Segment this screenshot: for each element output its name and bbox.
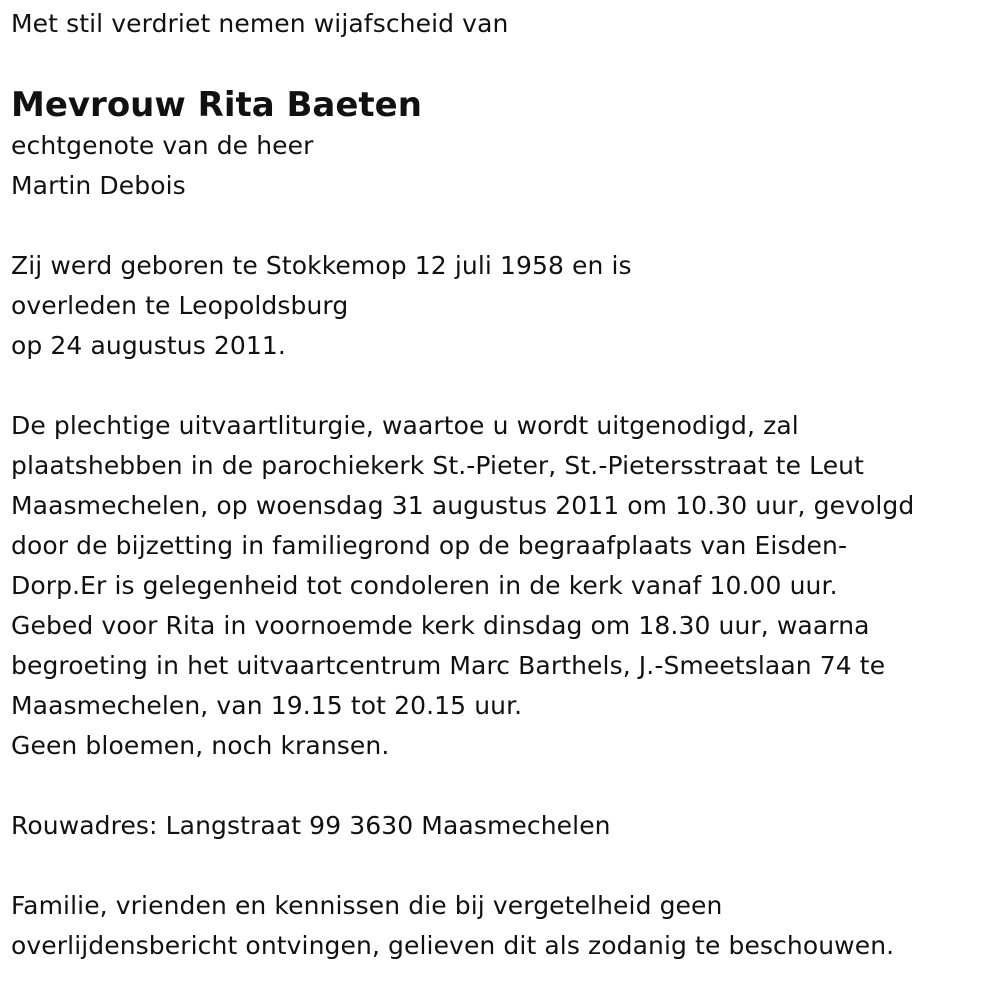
- intro-text: Met stil verdriet nemen wijafscheid van: [11, 9, 509, 38]
- funeral-line-2: plaatshebben in de parochiekerk St.-Pieter, St.-Pietersstraat te Leut: [11, 451, 865, 480]
- funeral-line-7: begroeting in het uitvaartcentrum Marc Barthels, J.-Smeetslaan 74 te: [11, 651, 886, 680]
- spacer: [11, 366, 991, 406]
- closing-line-1: Familie, vrienden en kennissen die bij vergetelheid geen: [11, 891, 723, 920]
- funeral-line-1: De plechtige uitvaartliturgie, waartoe u wordt uitgenodigd, zal: [11, 411, 799, 440]
- funeral-line-6: Gebed voor Rita in voornoemde kerk dinsdag om 18.30 uur, waarna: [11, 611, 870, 640]
- spouse-line-2: Martin Debois: [11, 171, 186, 200]
- funeral-line-8: Maasmechelen, van 19.15 tot 20.15 uur.: [11, 691, 523, 720]
- spacer: [11, 766, 991, 806]
- spouse-line-1: echtgenote van de heer: [11, 131, 314, 160]
- mourning-address: Rouwadres: Langstraat 99 3630 Maasmechelen: [11, 811, 611, 840]
- birth-death-line-1: Zij werd geboren te Stokkemop 12 juli 1958 en is: [11, 251, 632, 280]
- deceased-name: Mevrouw Rita Baeten: [11, 85, 422, 125]
- funeral-line-4: door de bijzetting in familiegrond op de begraafplaats van Eisden-: [11, 531, 848, 560]
- birth-death-line-2: overleden te Leopoldsburg: [11, 291, 349, 320]
- funeral-line-3: Maasmechelen, op woensdag 31 augustus 2011 om 10.30 uur, gevolgd: [11, 491, 915, 520]
- spacer: [11, 206, 991, 246]
- funeral-line-9: Geen bloemen, noch kransen.: [11, 731, 390, 760]
- obituary-notice: [11, 4, 991, 966]
- funeral-line-5: Dorp.Er is gelegenheid tot condoleren in de kerk vanaf 10.00 uur.: [11, 571, 838, 600]
- birth-death-line-3: op 24 augustus 2011.: [11, 331, 286, 360]
- spacer: [11, 846, 991, 886]
- closing-line-2: overlijdensbericht ontvingen, gelieven dit als zodanig te beschouwen.: [11, 931, 895, 960]
